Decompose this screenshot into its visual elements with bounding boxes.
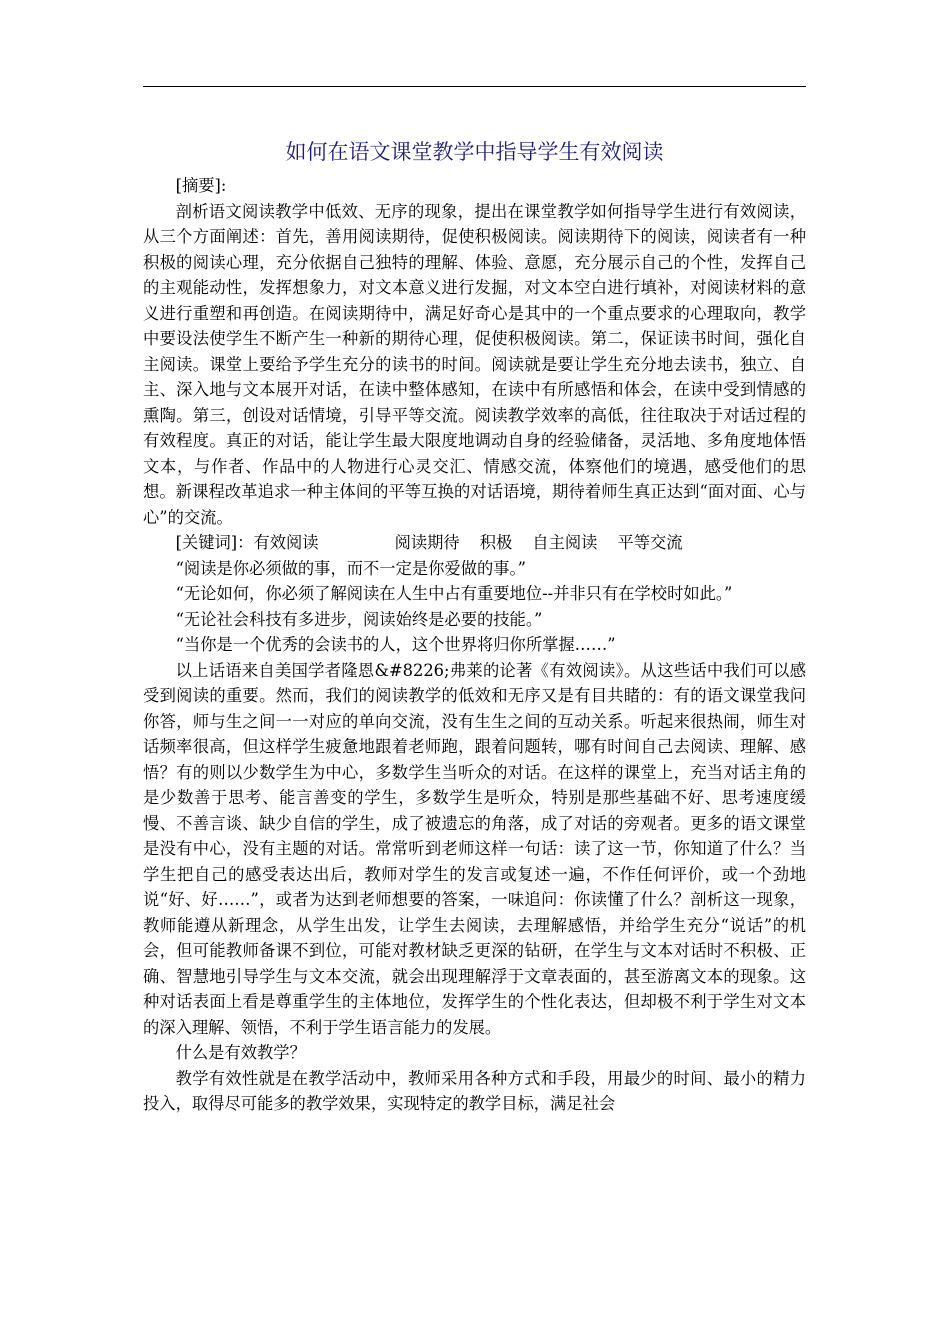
question-heading: 什么是有效教学？ bbox=[175, 1043, 306, 1062]
abstract-heading: [摘要]: bbox=[175, 176, 227, 195]
header-rule bbox=[143, 86, 806, 87]
body-paragraph: 教学有效性就是在教学活动中，教师采用各种方式和手段，用最少的时间、最小的精力投入，取得尽可能多的教学效果，实现特定的教学目标，满足社会 bbox=[143, 1068, 806, 1113]
document-body bbox=[143, 173, 806, 1117]
keyword-item: 积极 bbox=[479, 533, 513, 552]
abstract-paragraph: 剖析语文阅读教学中低效、无序的现象，提出在课堂教学如何指导学生进行有效阅读，从三个方面阐述：首先，善用阅读期待，促使积极阅读。阅读期待下的阅读，阅读者有一种积极的阅读心理，充分依据自己独特的理解、体验、意愿，充分展示自己的个性，发挥自己的主观能动性，发挥想象力，对文本意义进行发掘，对文本空白进行填补，对阅读材料的意义进行重塑和再创造。在阅读期待中，满足好奇心是其中的一个重点要求的心理取向，教学中要设法使学生不断产生一种新的期待心理，促使积极阅读。第二，保证读书时间，强化自主阅读。课堂上要给予学生充分的读书的时间。阅读就是要让学生充分地去读书，独立、自主、深入地与文本展开对话，在读中整体感知，在读中有所感悟和体会，在读中受到情感的熏陶。第三，创设对话情境，引导平等交流。阅读教学效率的高低，往往取决于对话过程的有效程度。真正的对话，能让学生最大限度地调动自身的经验储备，灵活地、多角度地体悟文本，与作者、作品中的人物进行心灵交汇、情感交流，体察他们的境遇，感受他们的思想。新课程改革追求一种主体间的平等互换的对话语境，期待着师生真正达到“面对面、心与心”的交流。 bbox=[143, 201, 806, 527]
body-paragraph: 以上话语来自美国学者隆恩&#8226;弗莱的论著《有效阅读》。从这些话中我们可以感受到阅读的重要。然而，我们的阅读教学的低效和无序又是有目共睹的：有的语文课堂我问你答，师与生之间一一对应的单向交流，没有生生之间的互动关系。听起来很热闹，师生对话频率很高，但这样学生疲惫地跟着老师跑，跟着问题转，哪有时间自己去阅读、理解、感悟？有的则以少数学生为中心，多数学生当听众的对话。在这样的课堂上，充当对话主角的是少数善于思考、能言善变的学生，多数学生是听众，特别是那些基础不好、思考速度缓慢、不善言谈、缺少自信的学生，成了被遗忘的角落，成了对话的旁观者。更多的语文课堂是没有中心，没有主题的对话。常常听到老师这样一句话：读了这一节，你知道了什么？当学生把自己的感受表达出后，教师对学生的发言或复述一遍，不作任何评价，或一个劲地说“好、好……”，或者为达到老师想要的答案，一味追问：你读懂了什么？剖析这一现象，教师能遵从新理念，从学生出发，让学生去阅读，去理解感悟，并给学生充分“说话”的机会，但可能教师备课不到位，可能对教材缺乏更深的钻研，在学生与文本对话时不积极、正确、智慧地引导学生与文本交流，就会出现理解浮于文章表面的，甚至游离文本的现象。这种对话表面上看是尊重学生的主体地位，发挥学生的个性化表达，但却极不利于学生对文本的深入理解、领悟，不利于学生语言能力的发展。 bbox=[143, 660, 806, 1037]
keyword-item: 平等交流 bbox=[617, 533, 683, 552]
document-title: 如何在语文课堂教学中指导学生有效阅读 bbox=[285, 140, 664, 164]
quote-paragraph: “阅读是你必须做的事，而不一定是你爱做的事。” bbox=[175, 558, 527, 578]
keywords-label: [关键词]： bbox=[175, 533, 254, 552]
keyword-item: 有效阅读 bbox=[253, 533, 319, 552]
keyword-item: 自主阅读 bbox=[532, 533, 598, 552]
quote-paragraph: “无论社会科技有多进步，阅读始终是必要的技能。” bbox=[175, 609, 543, 629]
keywords-line bbox=[143, 530, 806, 556]
quote-paragraph: “当你是一个优秀的会读书的人，这个世界将归你所掌握……” bbox=[175, 635, 616, 654]
quote-paragraph: “无论如何，你必须了解阅读在人生中占有重要地位--并非只有在学校时如此。” bbox=[175, 584, 733, 603]
keyword-item: 阅读期待 bbox=[394, 533, 460, 552]
